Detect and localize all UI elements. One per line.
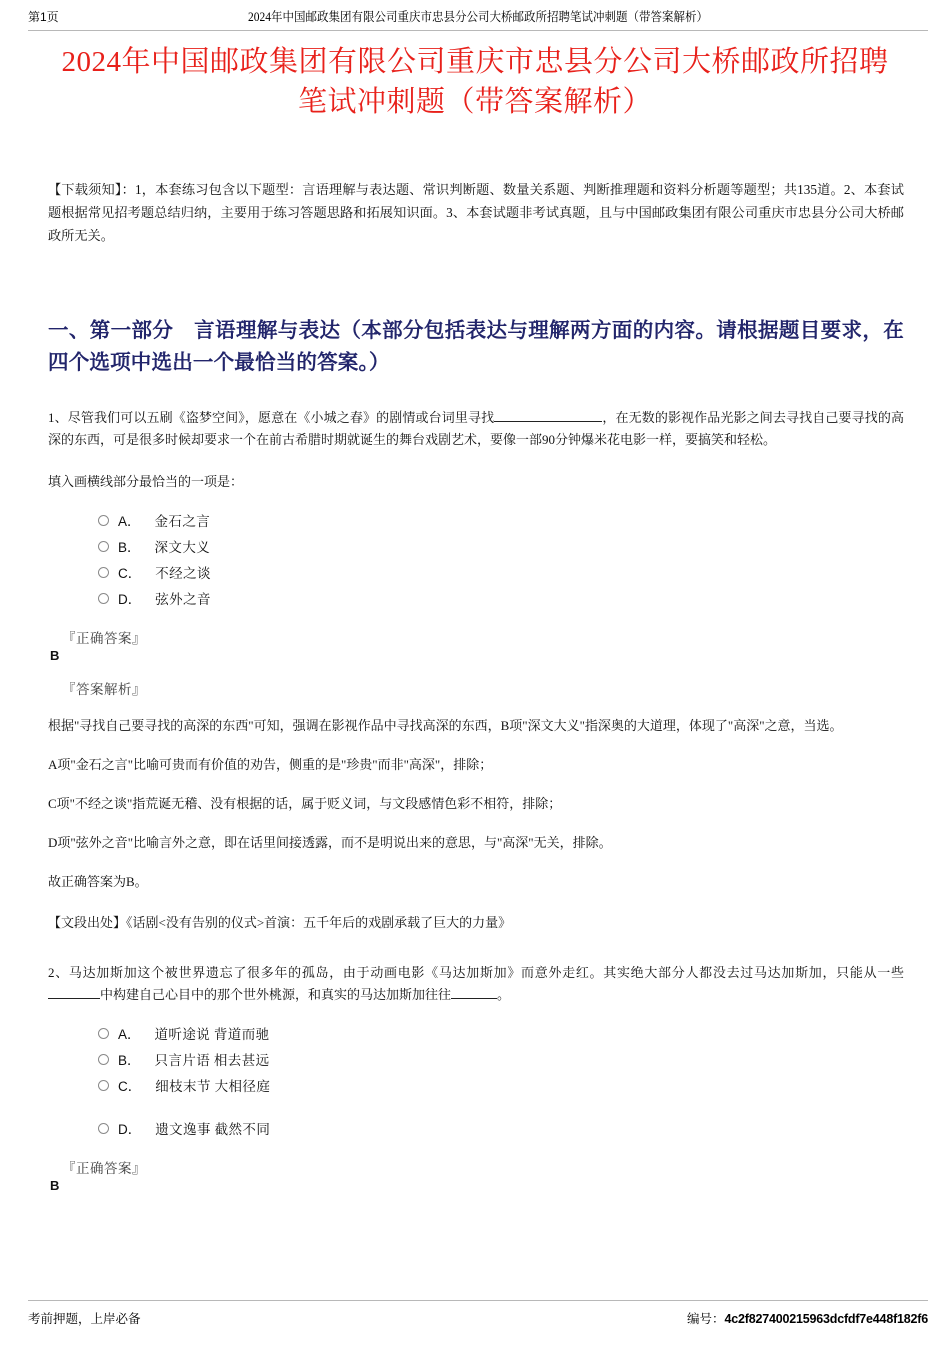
header-divider: [28, 30, 928, 31]
page-footer: [28, 1309, 928, 1331]
option-letter: D．: [118, 592, 142, 607]
explanation-paragraph: A项"金石之言"比喻可贵而有价值的劝告，侧重的是"珍贵"而非"高深"，排除；: [48, 757, 493, 772]
option-d[interactable]: [98, 585, 904, 611]
options-list: [48, 507, 904, 611]
option-b[interactable]: [98, 1046, 904, 1072]
option-a[interactable]: [98, 1020, 904, 1046]
explanation-label: 『答案解析』: [62, 682, 146, 697]
option-c[interactable]: [98, 1072, 904, 1098]
question-stem: [48, 962, 904, 1006]
radio-icon[interactable]: [98, 1054, 109, 1065]
correct-answer-value: B: [50, 648, 60, 663]
option-label: 不经之谈: [155, 566, 211, 581]
option-a[interactable]: [98, 507, 904, 533]
radio-icon[interactable]: [98, 515, 109, 526]
document-body: [48, 178, 904, 1193]
running-header: [28, 10, 928, 30]
fill-in-blank: [48, 985, 100, 999]
question-stem-part2: 中构建自己心目中的那个世外桃源，和真实的马达加斯加往往: [100, 987, 452, 1002]
download-notice: 【下载须知】：1，本套练习包含以下题型：言语理解与表达题、常识判断题、数量关系题、判断推理题和资料分析题等题型；共135道。2、本套试题根据常见招考题总结归纳，主要用于练习答题思路和拓展知识面。3、本套试题非考试真题，且与中国邮政集团有限公司重庆市忠县分公司大桥邮政所无关。: [48, 182, 904, 243]
explanation-paragraph: D项"弦外之音"比喻言外之意，即在话里间接透露，而不是明说出来的意思，与"高深"无关，排除。: [48, 835, 612, 850]
document-title: 2024年中国邮政集团有限公司重庆市忠县分公司大桥邮政所招聘笔试冲刺题（带答案解析）: [61, 46, 889, 118]
radio-icon[interactable]: [98, 1080, 109, 1091]
option-label: 道听途说 背道而驰: [154, 1027, 270, 1042]
correct-answer-label: 『正确答案』: [62, 631, 146, 646]
footer-slogan: 考前押题，上岸必备: [28, 1312, 141, 1326]
option-d[interactable]: [98, 1115, 904, 1141]
fill-in-blank: [451, 985, 497, 999]
question-block: [48, 962, 904, 1193]
footer-id-label: 编号：: [687, 1312, 725, 1326]
option-letter: D．: [118, 1122, 142, 1137]
question-stem: [48, 407, 904, 451]
radio-icon[interactable]: [98, 567, 109, 578]
option-label: 金石之言: [154, 514, 211, 529]
radio-icon[interactable]: [98, 1123, 109, 1134]
explanation-paragraph: C项"不经之谈"指荒诞无稽、没有根据的话，属于贬义词，与文段感情色彩不相符，排除；: [48, 796, 562, 811]
fill-in-blank: [494, 408, 602, 422]
question-prompt: 填入画横线部分最恰当的一项是：: [48, 474, 244, 489]
running-header-title: 2024年中国邮政集团有限公司重庆市忠县分公司大桥邮政所招聘笔试冲刺题（带答案解析）: [247, 10, 708, 24]
explanation-paragraph: 故正确答案为B。: [48, 874, 148, 889]
radio-icon[interactable]: [98, 1028, 109, 1039]
option-letter: B．: [118, 1053, 141, 1068]
option-b[interactable]: [98, 533, 904, 559]
option-letter: C．: [118, 566, 142, 581]
option-letter: A．: [118, 514, 141, 529]
page-number-label: 第1页: [28, 10, 59, 24]
section-heading: 一、第一部分 言语理解与表达（本部分包括表达与理解两方面的内容。请根据题目要求，在四个选项中选出一个最恰当的答案。）: [48, 320, 904, 374]
question-stem-part3: 。: [497, 987, 511, 1002]
source-reference: 【文段出处】《话剧<没有告别的仪式>首演：五千年后的戏剧承载了巨大的力量》: [48, 915, 512, 930]
footer-divider: [28, 1300, 928, 1301]
option-label: 遗文逸事 截然不同: [155, 1122, 271, 1137]
option-label: 只言片语 相去甚远: [154, 1053, 270, 1068]
option-label: 弦外之音: [155, 592, 211, 607]
question-stem-part1: 1、尽管我们可以五刷《盗梦空间》，愿意在《小城之春》的剧情或台词里寻找: [48, 410, 495, 425]
radio-icon[interactable]: [98, 593, 109, 604]
options-list: [48, 1020, 904, 1141]
correct-answer-label: 『正确答案』: [62, 1161, 146, 1176]
question-block: [48, 407, 904, 934]
correct-answer-value: B: [50, 1178, 60, 1193]
footer-id: [687, 1309, 928, 1327]
option-letter: C．: [118, 1079, 142, 1094]
question-stem-part1: 2、马达加斯加这个被世界遗忘了很多年的孤岛，由于动画电影《马达加斯加》而意外走红。其实绝大部分人都没去过马达加斯加，只能从一些: [48, 965, 904, 980]
option-c[interactable]: [98, 559, 904, 585]
option-letter: A．: [118, 1027, 141, 1042]
radio-icon[interactable]: [98, 541, 109, 552]
question-stem-part2: ，在无数的影视作品光影之间去寻找自己要寻找的高深的东西，可是很多时候却要求一个在前古希腊时期就诞生的舞台戏剧艺术，要像一部90分钟爆米花电影一样，要搞笑和轻松。: [48, 410, 904, 447]
option-letter: B．: [118, 540, 141, 555]
explanation-paragraph: 根据"寻找自己要寻找的高深的东西"可知，强调在影视作品中寻找高深的东西，B项"深文大义"指深奥的大道理，体现了"高深"之意，当选。: [48, 718, 843, 733]
option-label: 细枝末节 大相径庭: [155, 1079, 271, 1094]
footer-id-value: 4c2f827400215963dcfdf7e448f182f6: [724, 1312, 928, 1326]
option-label: 深文大义: [154, 540, 211, 555]
